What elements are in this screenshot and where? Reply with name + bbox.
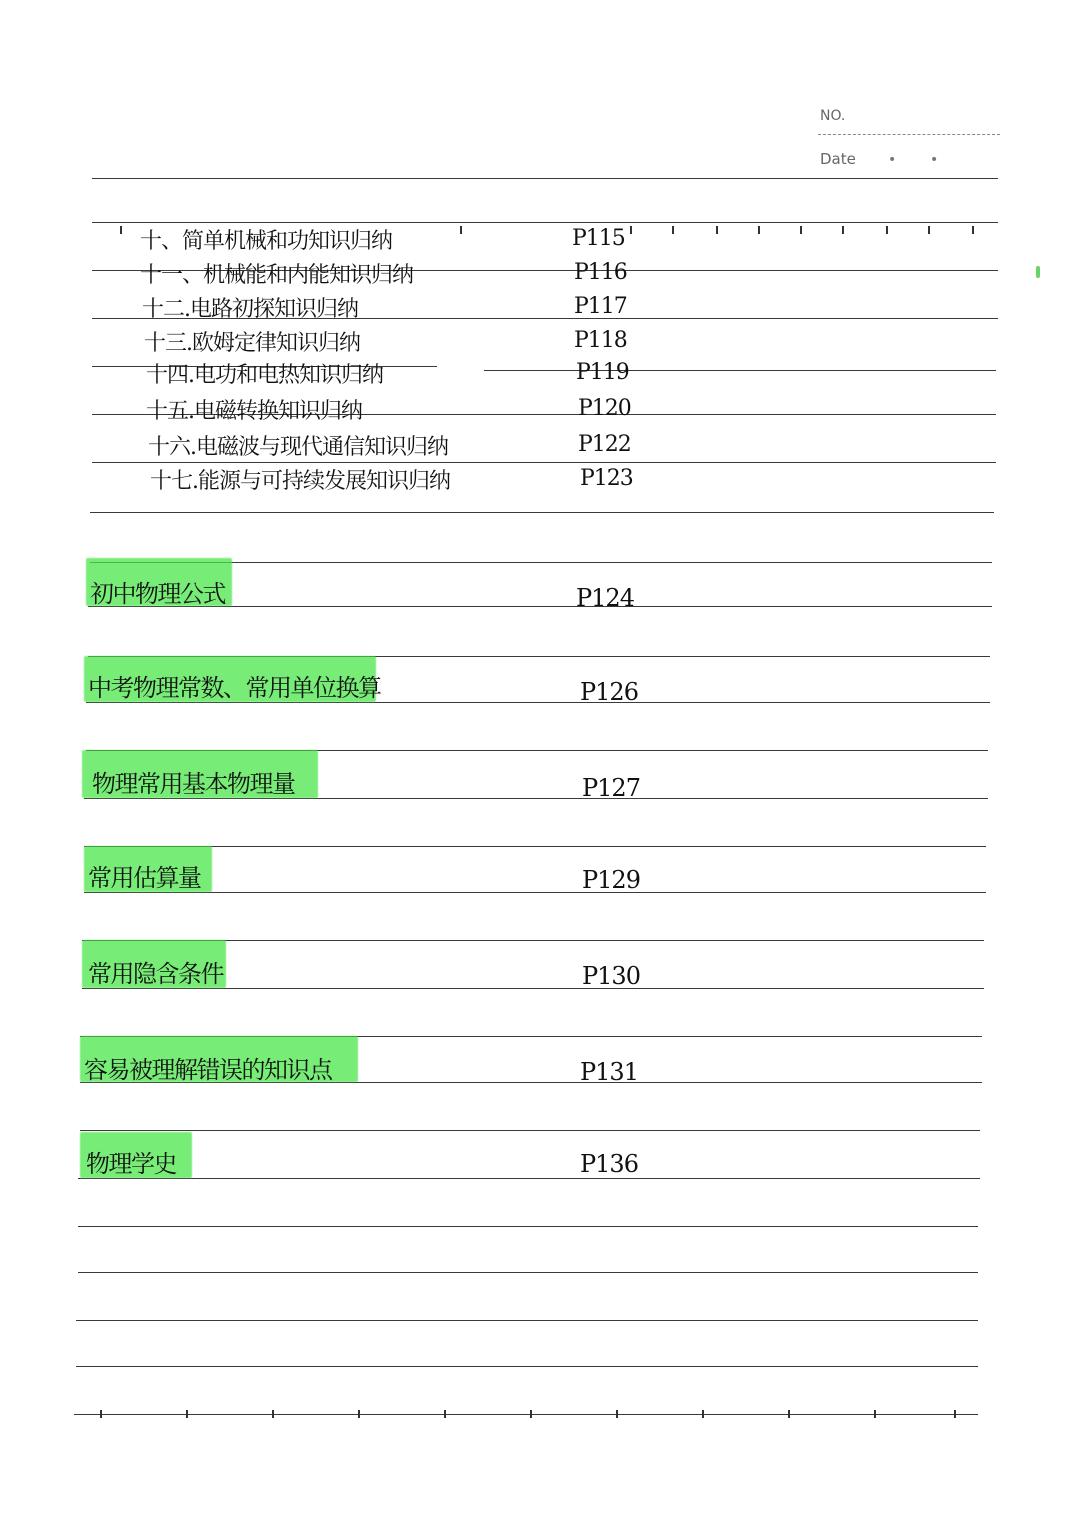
- section-entry-page: P129: [582, 866, 640, 894]
- toc-entry-label: 十五.电磁转换知识归纳: [146, 399, 362, 424]
- ruled-line: [90, 512, 994, 513]
- tick-mark: [800, 226, 802, 234]
- section-entry-label: 中考物理常数、常用单位换算: [88, 674, 381, 702]
- toc-entry-page: P122: [578, 432, 631, 457]
- section-entry-page: P131: [580, 1058, 638, 1086]
- toc-entry-page: P117: [574, 294, 627, 319]
- date-separator-dot: •: [888, 152, 897, 168]
- section-entry-page: P127: [582, 774, 640, 802]
- toc-entry-label: 十四.电功和电热知识归纳: [146, 363, 383, 388]
- tick-mark: [444, 1410, 446, 1418]
- ruled-line: [92, 222, 998, 223]
- toc-entry-page: P118: [574, 328, 627, 353]
- tick-mark: [530, 1410, 532, 1418]
- tick-mark: [758, 226, 760, 234]
- toc-entry-page: P119: [576, 360, 629, 385]
- tick-mark: [358, 1410, 360, 1418]
- toc-entry-label: 十二.电路初探知识归纳: [142, 297, 358, 322]
- ruled-line: [76, 1366, 978, 1367]
- tick-mark: [972, 226, 974, 234]
- section-entry-page: P136: [580, 1150, 638, 1178]
- section-entry-label: 常用隐含条件: [88, 960, 223, 988]
- date-label: Date: [820, 150, 856, 168]
- ruled-line: [76, 1320, 978, 1321]
- tick-mark: [460, 226, 462, 234]
- tick-mark: [716, 226, 718, 234]
- ruled-line: [74, 1414, 978, 1415]
- toc-entry-page: P123: [580, 466, 633, 491]
- toc-entry-page: P115: [572, 226, 625, 251]
- toc-entry-label: 十一、机械能和内能知识归纳: [140, 263, 414, 288]
- ruled-line: [84, 892, 986, 893]
- toc-entry-label: 十三.欧姆定律知识归纳: [144, 331, 360, 356]
- ruled-line: [84, 846, 986, 847]
- ruled-line: [484, 370, 996, 371]
- tick-mark: [100, 1410, 102, 1418]
- section-entry-label: 物理学史: [86, 1150, 176, 1178]
- tick-mark: [272, 1410, 274, 1418]
- toc-entry-page: P120: [578, 396, 631, 421]
- page-number-dashed-line: [818, 134, 1000, 135]
- tick-mark: [616, 1410, 618, 1418]
- toc-entry-page: P116: [574, 260, 627, 285]
- tick-mark: [886, 226, 888, 234]
- section-entry-page: P126: [580, 678, 638, 706]
- tick-mark: [630, 226, 632, 234]
- section-entry-label: 容易被理解错误的知识点: [84, 1056, 332, 1084]
- section-entry-label: 常用估算量: [88, 864, 201, 892]
- section-entry-label: 物理常用基本物理量: [92, 770, 295, 798]
- ruled-line: [78, 1226, 978, 1227]
- date-separator-dot: •: [930, 152, 939, 168]
- toc-entry-label: 十七.能源与可持续发展知识归纳: [150, 469, 450, 494]
- tick-mark: [928, 226, 930, 234]
- tick-mark: [842, 226, 844, 234]
- section-entry-page: P124: [576, 584, 634, 612]
- section-entry-label: 初中物理公式: [90, 580, 225, 608]
- tick-mark: [120, 226, 122, 234]
- tick-mark: [788, 1410, 790, 1418]
- ruled-line: [80, 1130, 980, 1131]
- tick-mark: [702, 1410, 704, 1418]
- section-entry-page: P130: [582, 962, 640, 990]
- ruled-line: [92, 178, 998, 179]
- tick-mark: [954, 1410, 956, 1418]
- ruled-line: [78, 1272, 978, 1273]
- toc-entry-label: 十、简单机械和功知识归纳: [140, 229, 393, 254]
- ruled-line: [92, 462, 996, 463]
- tick-mark: [874, 1410, 876, 1418]
- ruled-line: [78, 1178, 980, 1179]
- toc-entry-label: 十六.电磁波与现代通信知识归纳: [148, 435, 448, 460]
- page-number-label: NO.: [820, 108, 846, 124]
- green-ink-speck: [1036, 266, 1040, 278]
- tick-mark: [672, 226, 674, 234]
- tick-mark: [186, 1410, 188, 1418]
